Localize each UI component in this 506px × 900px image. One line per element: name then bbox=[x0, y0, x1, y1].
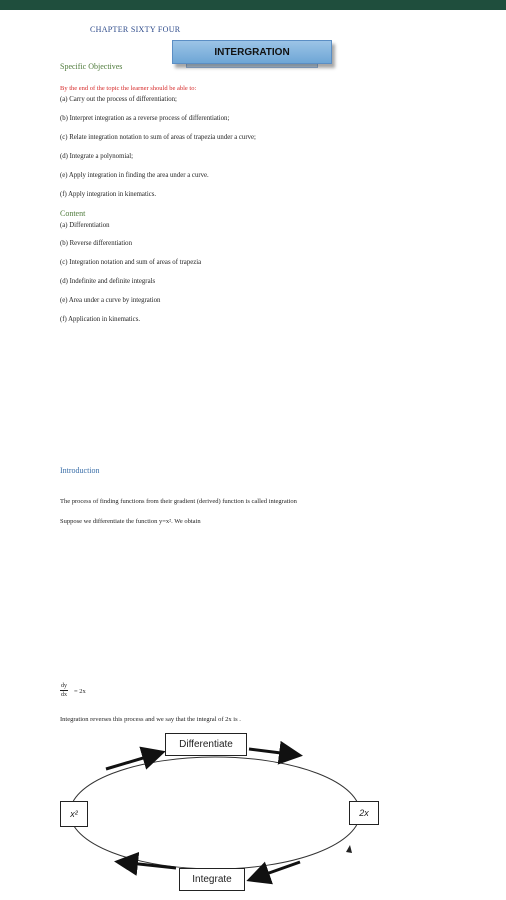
objective-item: (d) Integrate a polynomial; bbox=[60, 153, 134, 160]
content-item: (c) Integration notation and sum of areas of trapezia bbox=[60, 259, 202, 266]
cycle-ellipse bbox=[70, 757, 360, 869]
differentiate-box: Differentiate bbox=[165, 733, 247, 756]
objective-item: (b) Interpret integration as a reverse process of differentiation; bbox=[60, 115, 230, 122]
arrow-icon bbox=[252, 862, 300, 879]
intro-paragraph: Integration reverses this process and we say that the integral of 2x is . bbox=[60, 716, 241, 723]
derivative-result: = 2x bbox=[74, 688, 86, 695]
chapter-title-banner: INTERGRATION bbox=[172, 40, 332, 64]
fraction-denominator: dx bbox=[61, 692, 67, 698]
fraction-numerator: dy bbox=[61, 683, 67, 689]
objective-item: (f) Apply integration in kinematics. bbox=[60, 191, 157, 198]
objective-item: (e) Apply integration in finding the area under a curve. bbox=[60, 172, 209, 179]
objective-item: (a) Carry out the process of differentiation; bbox=[60, 96, 177, 103]
intro-paragraph: Suppose we differentiate the function y=x². We obtain bbox=[60, 518, 201, 525]
content-item: (a) Differentiation bbox=[60, 222, 110, 229]
small-arrowhead-icon bbox=[346, 845, 352, 853]
content-item: (d) Indefinite and definite integrals bbox=[60, 278, 156, 285]
objective-item: (c) Relate integration notation to sum of areas of trapezia under a curve; bbox=[60, 134, 256, 141]
top-bar bbox=[0, 0, 506, 10]
intro-paragraph: The process of finding functions from their gradient (derived) function is called integration bbox=[60, 498, 297, 505]
content-item: (f) Application in kinematics. bbox=[60, 316, 141, 323]
content-item: (e) Area under a curve by integration bbox=[60, 297, 161, 304]
objectives-lead: By the end of the topic the learner should be able to: bbox=[60, 85, 197, 92]
x-squared-box: x² bbox=[60, 801, 88, 827]
derivative-fraction bbox=[60, 682, 68, 699]
two-x-box: 2x bbox=[349, 801, 379, 825]
arrow-icon bbox=[249, 749, 297, 755]
integrate-box: Integrate bbox=[179, 868, 245, 891]
introduction-heading: Introduction bbox=[60, 466, 100, 475]
objectives-heading: Specific Objectives bbox=[60, 62, 123, 71]
chapter-label: CHAPTER SIXTY FOUR bbox=[90, 25, 181, 34]
content-heading: Content bbox=[60, 209, 86, 218]
content-item: (b) Reverse differentiation bbox=[60, 240, 132, 247]
